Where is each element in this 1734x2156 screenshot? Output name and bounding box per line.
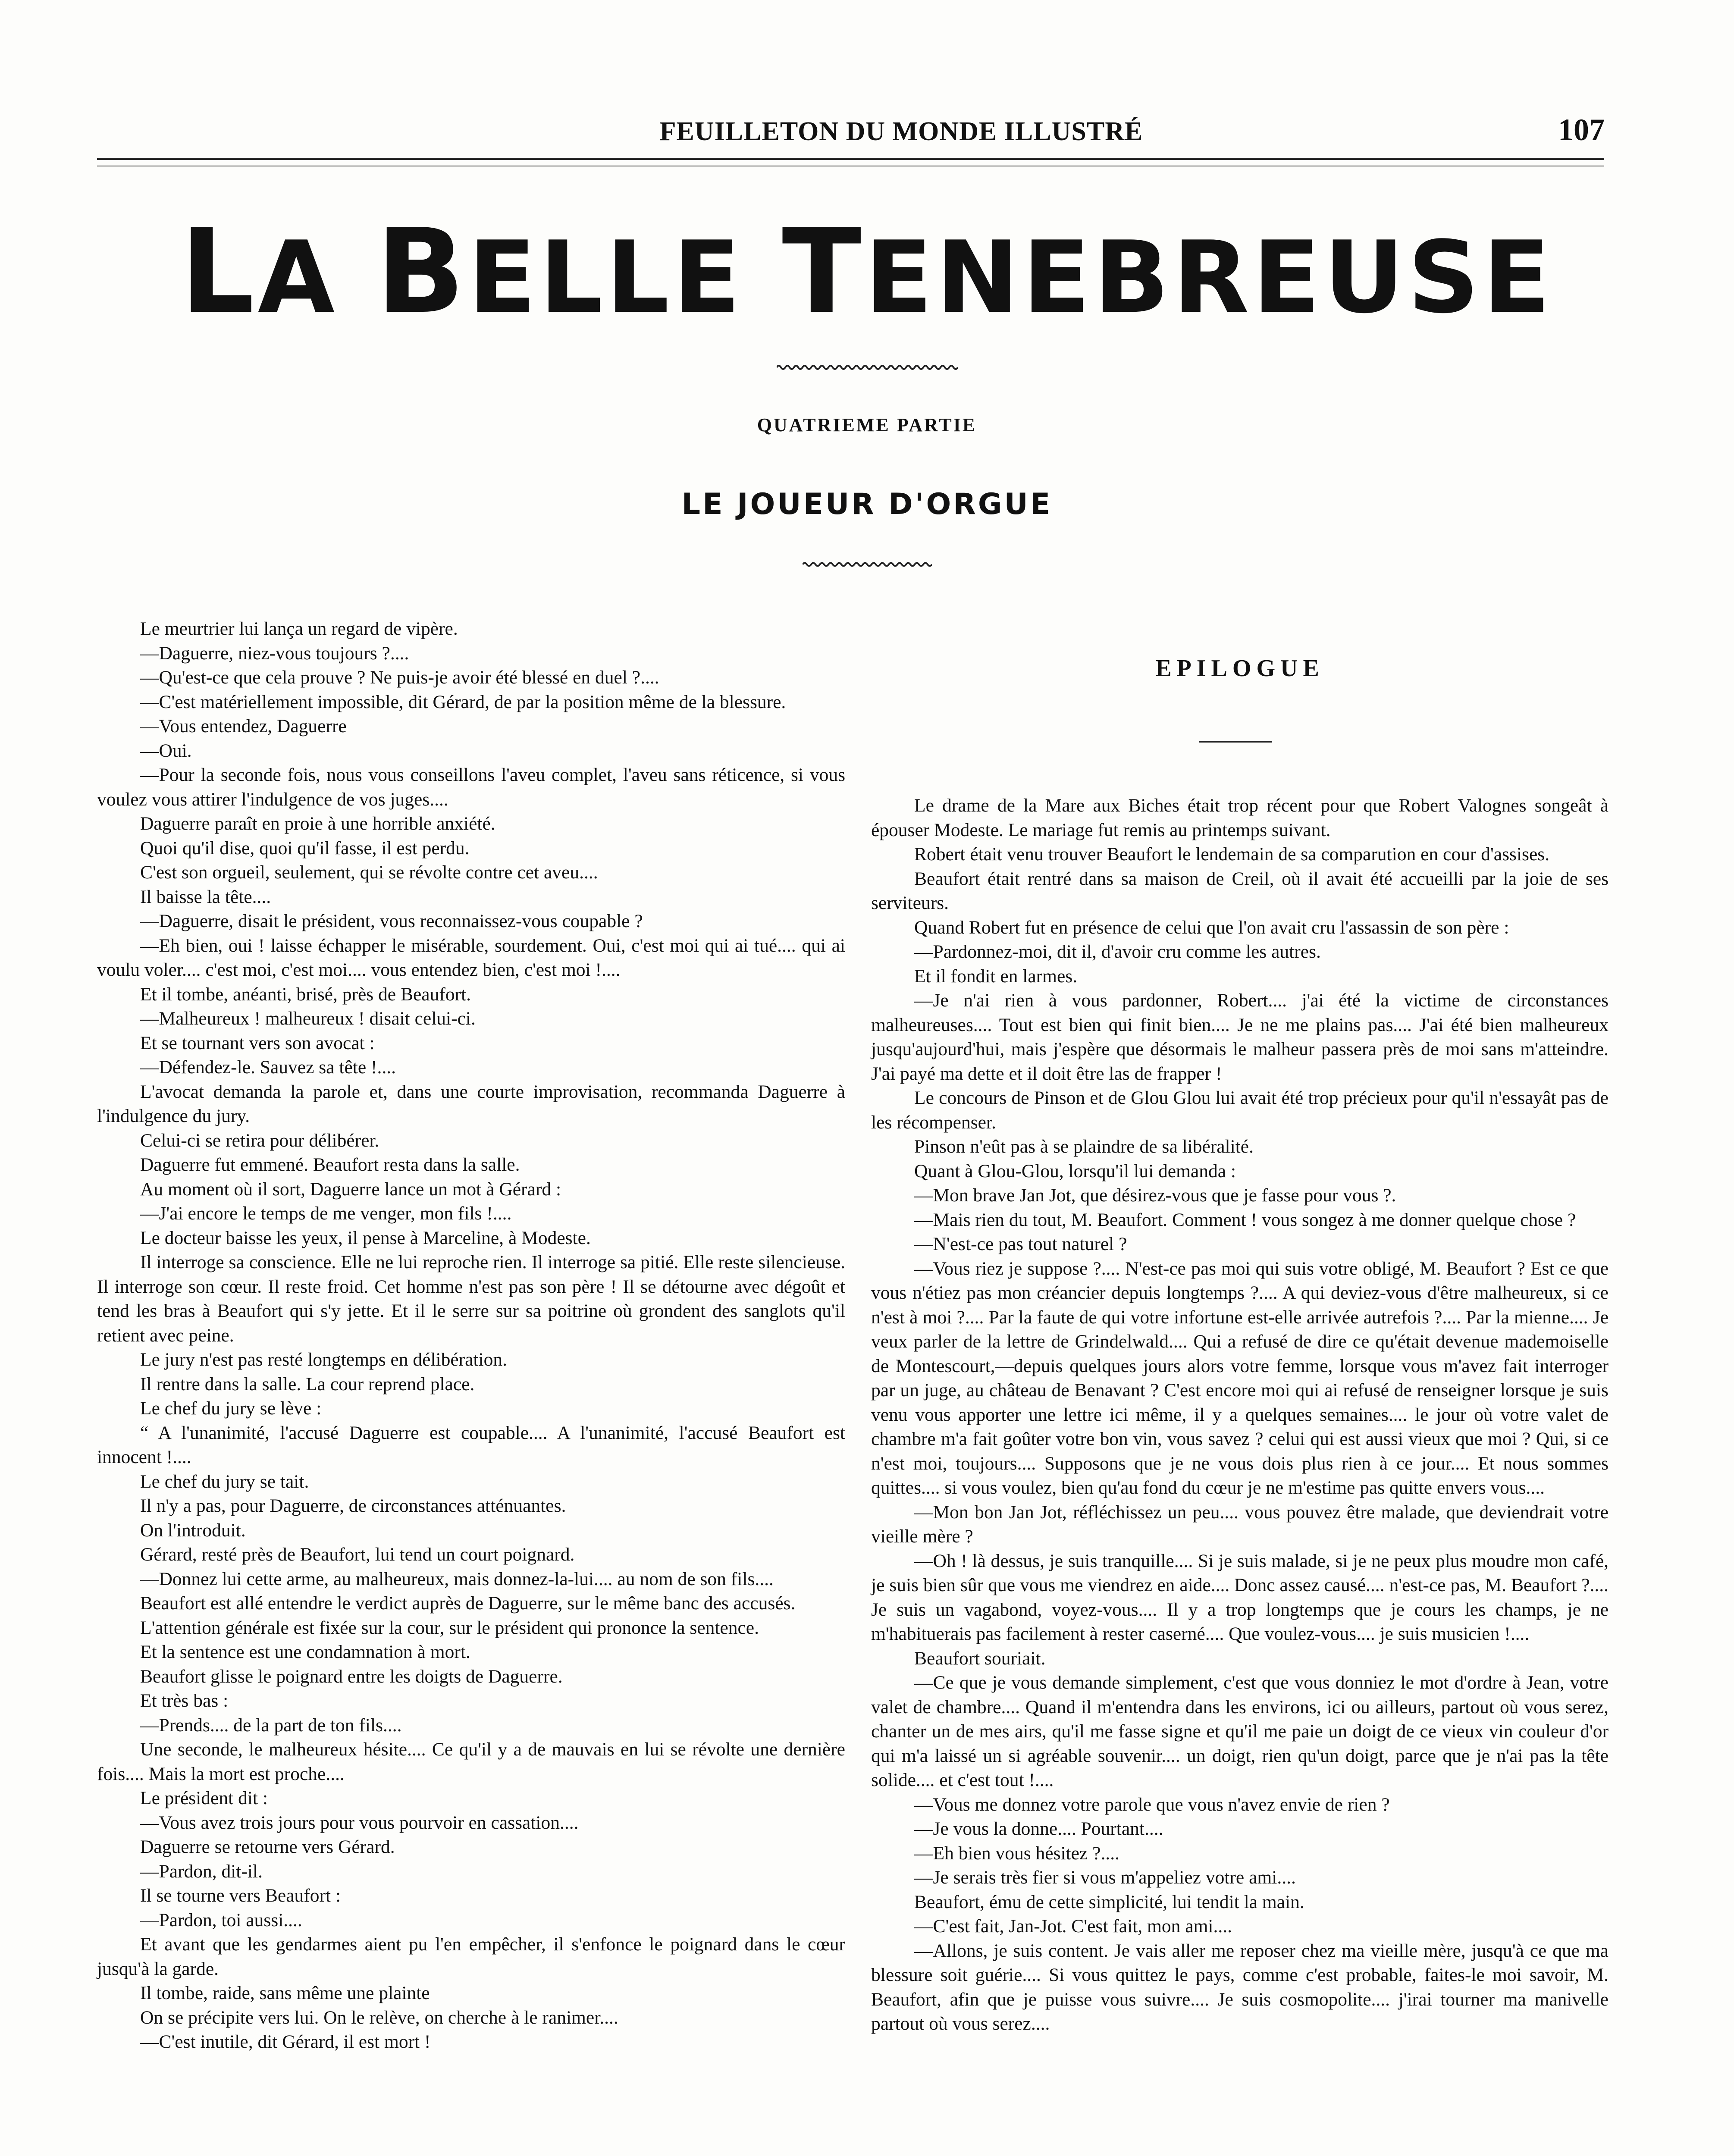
title-initial-tenebreuse: T	[782, 204, 865, 339]
paragraph: Beaufort était rentré dans sa maison de Creil, où il avait été accueilli par la joie de ses serviteurs.	[871, 868, 1609, 913]
left-column	[97, 617, 845, 2054]
paragraph: Beaufort est allé entendre le verdict auprès de Daguerre, sur le même banc des accusés.	[140, 1593, 796, 1614]
paragraph: —Je serais très fier si vous m'appeliez votre ami....	[914, 1867, 1296, 1888]
paragraph: Beaufort, ému de cette simplicité, lui tendit la main.	[914, 1891, 1304, 1912]
paragraph: —Daguerre, niez-vous toujours ?....	[140, 642, 409, 664]
paragraph: Il rentre dans la salle. La cour reprend place.	[140, 1373, 475, 1395]
paragraph: Il n'y a pas, pour Daguerre, de circonstances atténuantes.	[140, 1495, 566, 1516]
paragraph: —Vous avez trois jours pour vous pourvoir en cassation....	[140, 1812, 579, 1833]
paragraph: Et la sentence est une condamnation à mort.	[140, 1642, 470, 1662]
paragraph: —Qu'est-ce que cela prouve ? Ne puis-je avoir été blessé en duel ?....	[140, 667, 659, 688]
paragraph: Au moment où il sort, Daguerre lance un mot à Gérard :	[140, 1178, 561, 1200]
paragraph: Beaufort glisse le poignard entre les doigts de Daguerre.	[140, 1666, 563, 1687]
paragraph: —J'ai encore le temps de me venger, mon fils !....	[140, 1203, 512, 1224]
paragraph: Beaufort souriait.	[914, 1648, 1046, 1669]
paragraph: —Défendez-le. Sauvez sa tête !....	[140, 1057, 396, 1078]
paragraph: Il se tourne vers Beaufort :	[140, 1885, 341, 1906]
paragraph: L'attention générale est fixée sur la cour, sur le président qui prononce la sentence.	[140, 1617, 759, 1638]
paragraph: Celui-ci se retira pour délibérer.	[140, 1130, 379, 1151]
running-head: FEUILLETON DU MONDE ILLUSTRÉ	[659, 117, 1143, 146]
paragraph: —Eh bien vous hésitez ?....	[914, 1843, 1119, 1864]
paragraph: Gérard, resté près de Beaufort, lui tend un court poignard.	[140, 1544, 575, 1565]
title-word-tenebreuse: ENEBREUSE	[865, 220, 1554, 335]
paragraph: Il interroge sa conscience. Elle ne lui reproche rien. Il interroge sa pitié. Elle reste silencieuse. Il interroge son cœur. Il reste froid. Cet homme n'est pas son père ! Il se détourne avec dégoût et tend les bras à Beaufort qui s'y jette. Et il le serre sur sa poitrine où grondent des sanglots qu'il retient avec peine.	[97, 1252, 845, 1346]
paragraph: —Pardon, dit-il.	[140, 1861, 263, 1882]
paragraph: “ A l'unanimité, l'accusé Daguerre est coupable.... A l'unanimité, l'accusé Beaufort est innocent !....	[97, 1422, 845, 1467]
paragraph: —Vous riez je suppose ?.... N'est-ce pas moi qui suis votre obligé, M. Beaufort ? Est ce que vous n'étiez pas mon créancier depuis longtemps ?.... A qui deviez-vous d'être malheureux, si ce n'est à moi ?.... Par la faute de qui votre infortune est-elle arrivée autrefois ?.... Par la mienne.... Je veux parler de la lettre de Grindelwald.... Qui a refusé de dire ce qu'était devenue mademoiselle de Montescourt,—depuis quelques jours alors votre femme, lorsque vous m'avez fait interroger par un juge, au château de Benavant ? C'est encore moi qui ai refusé de renseigner lorsque je suis venu vous apporter une lettre ici même, il y a quelques semaines.... le jour où votre valet de chambre m'a fait goûter votre bon vin, vous savez ? celui qui est aussi vieux que moi ? Qui, si ce n'est moi, toujours.... Supposons que je ne vous dois plus rien à ce jour.... Et nous sommes quittes.... si vous voulez, bien qu'au fond du cœur je ne m'estime pas quitte envers vous....	[871, 1258, 1609, 1498]
title-initial-belle: B	[376, 204, 468, 339]
title-initial-la: L	[180, 204, 258, 339]
paragraph: —Pardon, toi aussi....	[140, 1909, 302, 1930]
paragraph: Le meurtrier lui lança un regard de vipère.	[140, 618, 458, 639]
paragraph: Le chef du jury se lève :	[140, 1398, 322, 1419]
paragraph: Daguerre paraît en proie à une horrible anxiété.	[140, 813, 495, 834]
paragraph: Quand Robert fut en présence de celui que l'on avait cru l'assassin de son père :	[914, 917, 1509, 938]
paragraph: —Daguerre, disait le président, vous reconnaissez-vous coupable ?	[140, 911, 643, 931]
paragraph: Le président dit :	[140, 1788, 268, 1808]
epilogue-rule	[1199, 741, 1272, 743]
paragraph: Et très bas :	[140, 1690, 229, 1711]
paragraph: Daguerre se retourne vers Gérard.	[140, 1836, 395, 1857]
paragraph: —Donnez lui cette arme, au malheureux, mais donnez-la-lui.... au nom de son fils....	[140, 1568, 774, 1589]
paragraph: Le docteur baisse les yeux, il pense à Marceline, à Modeste.	[140, 1227, 591, 1248]
paragraph: Le chef du jury se tait.	[140, 1471, 309, 1492]
main-title	[0, 204, 1734, 339]
paragraph: Le jury n'est pas resté longtemps en délibération.	[140, 1349, 508, 1370]
paragraph: On l'introduit.	[140, 1520, 246, 1541]
page-number: 107	[1558, 113, 1605, 147]
paragraph: —Ce que je vous demande simplement, c'est que vous donniez le mot d'ordre à Jean, votre valet de chambre.... Quand il m'entendra dans les environs, ici ou ailleurs, partout où vous serez, chanter un de mes airs, qu'il me fasse signe et qu'il me paie un doigt de ce vieux vin couleur d'or qui m'a laissé un si agréable souvenir.... un doigt, rien qu'un doigt, parce que je n'ai pas la tête solide.... et c'est tout !....	[871, 1672, 1609, 1790]
paragraph: Il baisse la tête....	[140, 886, 271, 907]
paragraph: Daguerre fut emmené. Beaufort resta dans la salle.	[140, 1154, 520, 1175]
paragraph: —Pour la seconde fois, nous vous conseillons l'aveu complet, l'aveu sans réticence, si vous voulez vous attirer l'indulgence de vos juges....	[97, 765, 845, 810]
paragraph: —Oui.	[140, 740, 192, 761]
title-word-la: A	[257, 220, 376, 335]
paragraph: —N'est-ce pas tout naturel ?	[914, 1234, 1127, 1254]
paragraph: —Oh ! là dessus, je suis tranquille.... Si je suis malade, si je ne peux plus moudre mon café, je suis bien sûr que vous me viendrez en aide.... Donc assez causé.... n'est-ce pas, M. Beaufort ?.... Je suis un vagabond, voyez-vous.... Il y a trop longtemps que je cours les champs, je ne m'habituerais pas facilement à rester caserné.... Que voulez-vous.... je suis musicien !....	[871, 1550, 1609, 1644]
epilogue-title: EPILOGUE	[1155, 655, 1324, 682]
title-ornament	[0, 363, 1734, 374]
paragraph: Et il tombe, anéanti, brisé, près de Beaufort.	[140, 984, 471, 1005]
section-title: LE JOUEUR D'ORGUE	[681, 487, 1053, 521]
paragraph: Et il fondit en larmes.	[914, 965, 1078, 987]
paragraph: Le drame de la Mare aux Biches était trop récent pour que Robert Valognes songeât à épouser Modeste. Le mariage fut remis au printemps suivant.	[871, 795, 1609, 840]
paragraph: —Mon brave Jan Jot, que désirez-vous que je fasse pour vous ?.	[914, 1185, 1396, 1206]
paragraph: —Allons, je suis content. Je vais aller me reposer chez ma vieille mère, jusqu'à ce que ma blessure soit guérie.... Si vous quittez le pays, comme c'est probable, faites-le moi savoir, M. Beaufort, afin que je puisse vous suivre.... Je suis cosmopolite.... j'irai tourner ma manivelle partout où vous serez....	[871, 1940, 1609, 2034]
paragraph: —Vous entendez, Daguerre	[140, 716, 347, 736]
paragraph: Une seconde, le malheureux hésite.... Ce qu'il y a de mauvais en lui se révolte une dernière fois.... Mais la mort est proche....	[97, 1739, 845, 1784]
paragraph: Robert était venu trouver Beaufort le lendemain de sa comparution en cour d'assises.	[914, 844, 1550, 865]
wavy-rule-icon	[803, 561, 932, 568]
paragraph: —Prends.... de la part de ton fils....	[140, 1714, 402, 1736]
paragraph: —Malheureux ! malheureux ! disait celui-ci.	[140, 1008, 476, 1029]
paragraph: Le concours de Pinson et de Glou Glou lui avait été trop précieux pour qu'il n'essayât pas de les récompenser.	[871, 1087, 1609, 1133]
part-label: QUATRIEME PARTIE	[757, 414, 977, 436]
paragraph: Quoi qu'il dise, quoi qu'il fasse, il est perdu.	[140, 837, 470, 859]
paragraph: Et avant que les gendarmes aient pu l'en empêcher, il s'enfonce le poignard dans le cœur jusqu'à la garde.	[97, 1934, 845, 1979]
paragraph: C'est son orgueil, seulement, qui se révolte contre cet aveu....	[140, 862, 598, 883]
right-column	[871, 793, 1609, 2036]
paragraph: Pinson n'eût pas à se plaindre de sa libéralité.	[914, 1136, 1254, 1157]
paragraph: —Vous me donnez votre parole que vous n'avez envie de rien ?	[914, 1794, 1390, 1815]
paragraph: —Je n'ai rien à vous pardonner, Robert.... j'ai été la victime de circonstances malheureuses.... Tout est bien qui finit bien.... Je ne me plains pas.... J'ai été bien malheureux jusqu'aujourd'hui, mais j'espère que désormais le malheur passera près de moi sans m'atteindre. J'ai payé ma dette et il doit être las de frapper !	[871, 990, 1609, 1084]
paragraph: —Eh bien, oui ! laisse échapper le misérable, sourdement. Oui, c'est moi qui ai tué.... qui ai voulu voler.... c'est moi, c'est moi.... vous entendez bien, c'est moi !....	[97, 935, 845, 980]
paragraph: L'avocat demanda la parole et, dans une courte improvisation, recommanda Daguerre à l'indulgence du jury.	[97, 1081, 845, 1126]
paragraph: —Mais rien du tout, M. Beaufort. Comment ! vous songez à me donner quelque chose ?	[914, 1209, 1576, 1230]
paragraph: —Pardonnez-moi, dit il, d'avoir cru comme les autres.	[914, 941, 1321, 962]
paragraph: Quant à Glou-Glou, lorsqu'il lui demanda :	[914, 1160, 1236, 1181]
paragraph: —Je vous la donne.... Pourtant....	[914, 1818, 1163, 1839]
title-word-belle: ELLE	[468, 220, 782, 335]
paragraph: —C'est inutile, dit Gérard, il est mort !	[140, 2031, 431, 2052]
paragraph: —C'est fait, Jan-Jot. C'est fait, mon ami....	[914, 1916, 1232, 1937]
paragraph: Et se tournant vers son avocat :	[140, 1032, 375, 1053]
paragraph: On se précipite vers lui. On le relève, on cherche à le ranimer....	[140, 2007, 618, 2028]
header-rule	[97, 158, 1604, 160]
paragraph: —C'est matériellement impossible, dit Gérard, de par la position même de la blessure.	[140, 691, 786, 712]
wavy-rule-icon	[777, 363, 958, 372]
section-ornament	[0, 561, 1734, 570]
paragraph: —Mon bon Jan Jot, réfléchissez un peu.... vous pouvez être malade, que deviendrait votre vieille mère ?	[871, 1501, 1609, 1547]
paragraph: Il tombe, raide, sans même une plainte	[140, 1983, 430, 2003]
